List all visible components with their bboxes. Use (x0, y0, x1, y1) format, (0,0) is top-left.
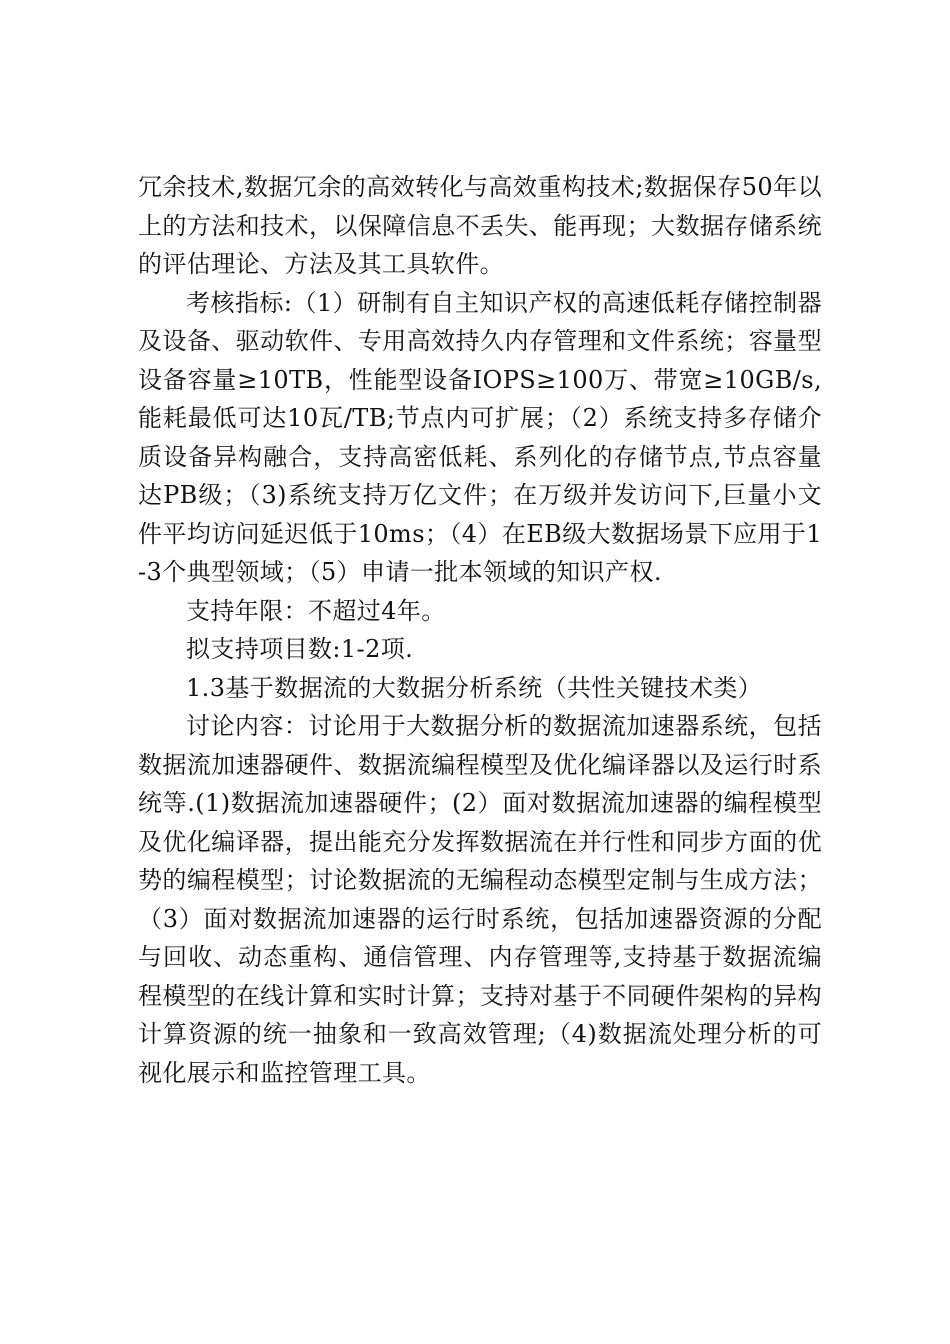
paragraph-support-period: 支持年限：不超过4年。 (186, 596, 446, 625)
paragraph-assessment-indicators: 考核指标:（1）研制有自主知识产权的高速低耗存储控制器及设备、驱动软件、专用高效持久内存管理和文件系统；容量型设备容量≥10TB，性能型设备IOPS≥100万、带宽≥10GB/s,能耗最低可达10瓦/TB;节点内可扩展；（2）系统支持多存储介质设备异构融合，支持高密低耗、系列化的存储节点,节点容量达PB级；（3)系统支持万亿文件；在万级并发访问下,巨量小文件平均访问延迟低于10ms；（4）在EB级大数据场景下应用于1-3个典型领域；（5）申请一批本领域的知识产权. (138, 288, 822, 586)
document-page (138, 168, 822, 1092)
paragraph-discussion-content: 讨论内容：讨论用于大数据分析的数据流加速器系统，包括数据流加速器硬件、数据流编程模型及优化编译器以及运行时系统等.(1)数据流加速器硬件；(2）面对数据流加速器的编程模型及优化编译器，提出能充分发挥数据流在并行性和同步方面的优势的编程模型；讨论数据流的无编程动态模型定制与生成方法；（3）面对数据流加速器的运行时系统，包括加速器资源的分配与回收、动态重构、通信管理、内存管理等,支持基于数据流编程模型的在线计算和实时计算；支持对基于不同硬件架构的异构计算资源的统一抽象和一致高效管理;（4)数据流处理分析的可视化展示和监控管理工具。 (138, 712, 822, 1087)
paragraph-continuation: 冗余技术,数据冗余的高效转化与高效重构技术;数据保存50年以上的方法和技术，以保障信息不丢失、能再现；大数据存储系统的评估理论、方法及其工具软件。 (138, 173, 822, 278)
paragraph-project-count: 拟支持项目数:1-2项. (186, 635, 414, 663)
section-heading-1-3: 1.3基于数据流的大数据分析系统（共性关键技术类） (186, 673, 763, 702)
